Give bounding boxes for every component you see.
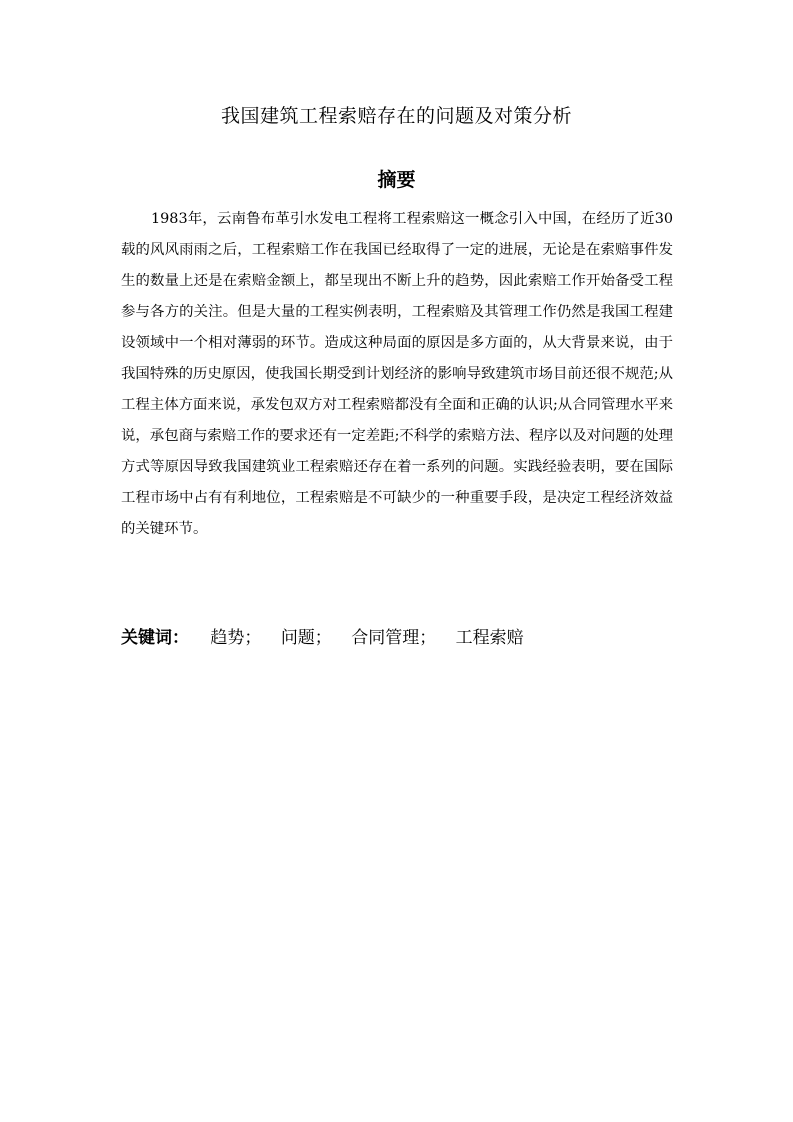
keyword-item: 趋势； (210, 628, 262, 648)
document-title: 我国建筑工程索赔存在的问题及对策分析 (220, 105, 572, 127)
keyword-item: 问题； (280, 628, 332, 648)
keyword-item: 合同管理； (351, 628, 437, 648)
keywords-label: 关键词： (121, 628, 189, 648)
abstract-paragraph: 1983年，云南鲁布革引水发电工程将工程索赔这一概念引入中国，在经历了近30载的风风雨雨之后，工程索赔工作在我国已经取得了一定的进展，无论是在索赔事件发生的数量上还是在索赔金额上，都呈现出不断上升的趋势，因此索赔工作开始备受工程参与各方的关注。但是大量的工程实例表明，工程索赔及其管理工作仍然是我国工程建设领域中一个相对薄弱的环节。造成这种局面的原因是多方面的，从大背景来说，由于我国特殊的历史原因，使我国长期受到计划经济的影响导致建筑市场目前还很不规范;从工程主体方面来说，承发包双方对工程索赔都没有全面和正确的认识;从合同管理水平来说，承包商与索赔工作的要求还有一定差距;不科学的索赔方法、程序以及对问题的处理方式等原因导致我国建筑业工程索赔还存在着一系列的问题。实践经验表明，要在国际工程市场中占有有利地位，工程索赔是不可缺少的一种重要手段，是决定工程经济效益的关键环节。 (121, 211, 673, 537)
abstract-heading: 摘要 (377, 169, 416, 191)
keyword-item: 工程索赔 (455, 628, 524, 648)
keywords-line (121, 624, 681, 652)
